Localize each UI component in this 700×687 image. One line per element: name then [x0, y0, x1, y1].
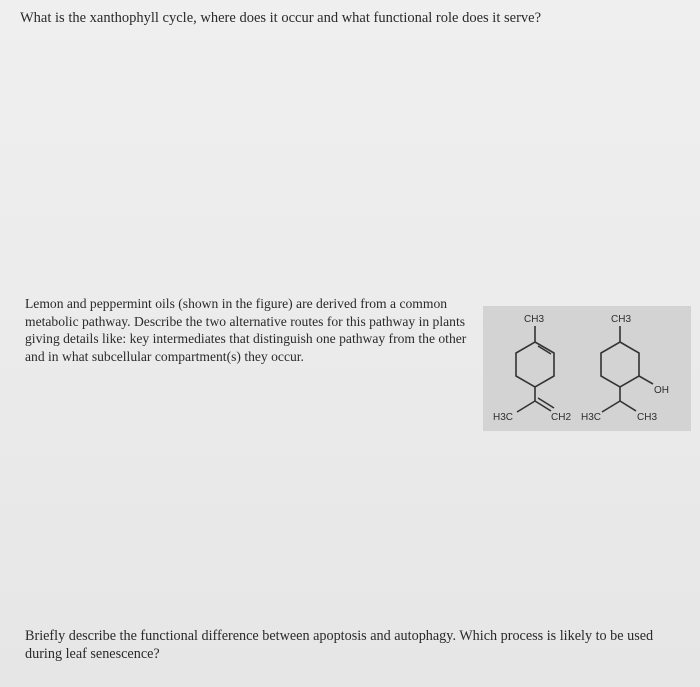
label-ch3-bottom-right: CH3: [637, 412, 658, 423]
question-apoptosis-autophagy: Briefly describe the functional difference between apoptosis and autophagy. Which process is likely to be used during leaf senescence?: [25, 628, 654, 662]
limonene-structure: [516, 326, 554, 412]
question-lemon-peppermint-oils: Lemon and peppermint oils (shown in the figure) are derived from a common metabolic pathway. Describe the two alternative routes for this pathway in plants giving details like: key intermediates that distinguish one pathway from the other and in what subcellular compartment(s) they occur.: [25, 296, 467, 364]
label-oh: OH: [654, 385, 669, 396]
chemical-structures-svg: [483, 306, 691, 431]
label-h3c-left: H3C: [493, 412, 514, 423]
label-ch2: CH2: [551, 412, 572, 423]
label-ch3-right: CH3: [611, 314, 632, 325]
structure-figure: [483, 306, 691, 431]
question-xanthophyll-cycle: What is the xanthophyll cycle, where does it occur and what functional role does it serve?: [20, 10, 542, 26]
label-ch3-left: CH3: [524, 314, 545, 325]
label-h3c-right: H3C: [581, 412, 602, 423]
menthol-structure: [601, 326, 653, 412]
